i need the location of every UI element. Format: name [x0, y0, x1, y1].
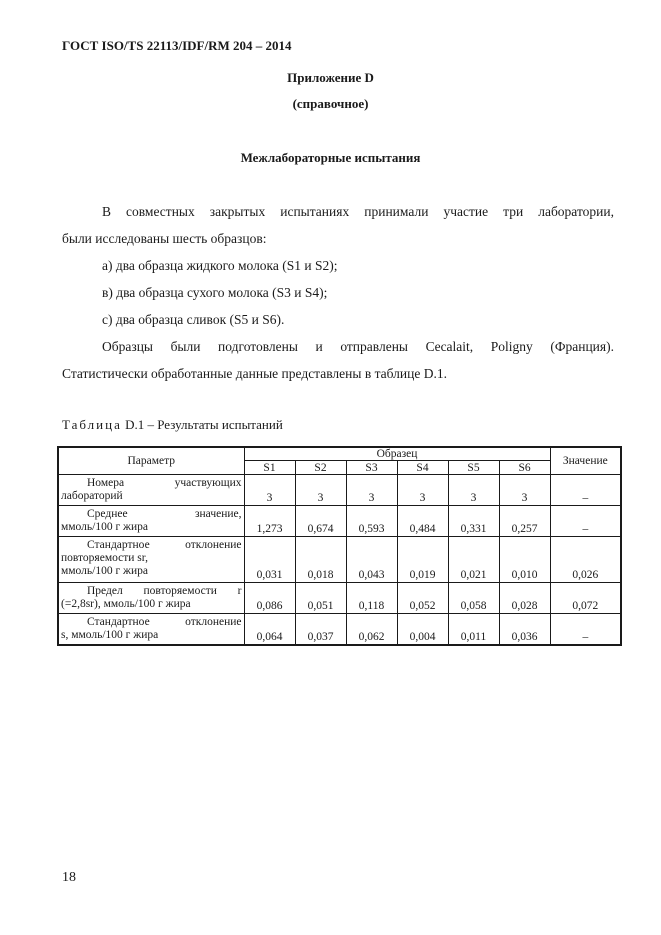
results-table — [57, 446, 622, 646]
cell-s5: 0,058 — [448, 583, 499, 614]
header-parameter: Параметр — [58, 447, 244, 475]
table-row — [58, 506, 621, 537]
cell-s4: 3 — [397, 475, 448, 506]
row-parameter — [58, 506, 244, 537]
cell-s2: 3 — [295, 475, 346, 506]
row-parameter-line: ммоль/100 г жира — [61, 565, 149, 577]
list-item-b: в) два образца сухого молока (S3 и S4); — [102, 285, 328, 300]
cell-s3: 3 — [346, 475, 397, 506]
header-sample-s4: S4 — [397, 461, 448, 475]
cell-s4: 0,019 — [397, 537, 448, 583]
cell-s2: 0,018 — [295, 537, 346, 583]
cell-value: 0,072 — [550, 583, 621, 614]
row-parameter — [58, 475, 244, 506]
paragraph-1-line-2: были исследованы шесть образцов: — [62, 231, 267, 246]
table-row — [58, 614, 621, 646]
cell-s1: 0,064 — [244, 614, 295, 646]
row-parameter — [58, 583, 244, 614]
header-sample-s1: S1 — [244, 461, 295, 475]
row-parameter-line: (=2,8sr), ммоль/100 г жира — [61, 598, 191, 610]
header-sample: Образец — [244, 447, 550, 461]
cell-s1: 3 — [244, 475, 295, 506]
row-parameter-line: Среднее значение, — [87, 508, 242, 520]
row-parameter-line: повторяемости sr, — [61, 552, 149, 564]
cell-s1: 1,273 — [244, 506, 295, 537]
paragraph-1-line-1: В совместных закрытых испытаниях принимали участие три лаборатории, — [102, 204, 614, 219]
cell-s3: 0,118 — [346, 583, 397, 614]
row-parameter-line: Номера участвующих — [87, 477, 242, 489]
cell-value: 0,026 — [550, 537, 621, 583]
table-caption-text: D.1 – Результаты испытаний — [121, 417, 283, 432]
cell-s5: 0,021 — [448, 537, 499, 583]
row-parameter-line: Стандартное отклонение — [87, 616, 242, 628]
cell-s6: 3 — [499, 475, 550, 506]
list-item-a: а) два образца жидкого молока (S1 и S2); — [102, 258, 338, 273]
document-header: ГОСТ ISO/TS 22113/IDF/RM 204 – 2014 — [62, 38, 292, 53]
header-value: Значение — [550, 447, 621, 475]
row-parameter-line: лабораторий — [61, 490, 123, 502]
header-sample-s3: S3 — [346, 461, 397, 475]
cell-s3: 0,043 — [346, 537, 397, 583]
cell-value: – — [550, 475, 621, 506]
row-parameter-line: Предел повторяемости r — [87, 585, 242, 597]
appendix-title: Приложение D — [287, 70, 374, 85]
page-number: 18 — [62, 870, 76, 885]
row-parameter — [58, 614, 244, 646]
cell-s5: 0,011 — [448, 614, 499, 646]
cell-value: – — [550, 506, 621, 537]
section-title: Межлабораторные испытания — [240, 150, 421, 165]
row-parameter-line: ммоль/100 г жира — [61, 521, 149, 533]
cell-s4: 0,484 — [397, 506, 448, 537]
list-item-c: с) два образца сливок (S5 и S6). — [102, 312, 285, 327]
cell-s2: 0,037 — [295, 614, 346, 646]
table-row — [58, 475, 621, 506]
row-parameter-line: Стандартное отклонение — [87, 539, 242, 551]
cell-s6: 0,036 — [499, 614, 550, 646]
header-sample-s5: S5 — [448, 461, 499, 475]
cell-s2: 0,051 — [295, 583, 346, 614]
cell-s1: 0,031 — [244, 537, 295, 583]
row-parameter-line: s, ммоль/100 г жира — [61, 629, 159, 641]
cell-s3: 0,062 — [346, 614, 397, 646]
cell-value: – — [550, 614, 621, 646]
table-row — [58, 583, 621, 614]
cell-s3: 0,593 — [346, 506, 397, 537]
cell-s2: 0,674 — [295, 506, 346, 537]
cell-s4: 0,052 — [397, 583, 448, 614]
cell-s1: 0,086 — [244, 583, 295, 614]
cell-s4: 0,004 — [397, 614, 448, 646]
cell-s6: 0,257 — [499, 506, 550, 537]
row-parameter — [58, 537, 244, 583]
cell-s6: 0,010 — [499, 537, 550, 583]
table-row — [58, 537, 621, 583]
header-sample-s6: S6 — [499, 461, 550, 475]
table-caption-label: Таблица — [62, 417, 122, 432]
cell-s5: 0,331 — [448, 506, 499, 537]
header-sample-s2: S2 — [295, 461, 346, 475]
cell-s6: 0,028 — [499, 583, 550, 614]
paragraph-2-line-1: Образцы были подготовлены и отправлены Cecalait, Poligny (Франция). — [102, 339, 614, 354]
table-caption — [62, 417, 283, 433]
paragraph-2-line-2: Статистически обработанные данные представлены в таблице D.1. — [62, 366, 447, 381]
cell-s5: 3 — [448, 475, 499, 506]
appendix-subtitle: (справочное) — [292, 96, 369, 111]
